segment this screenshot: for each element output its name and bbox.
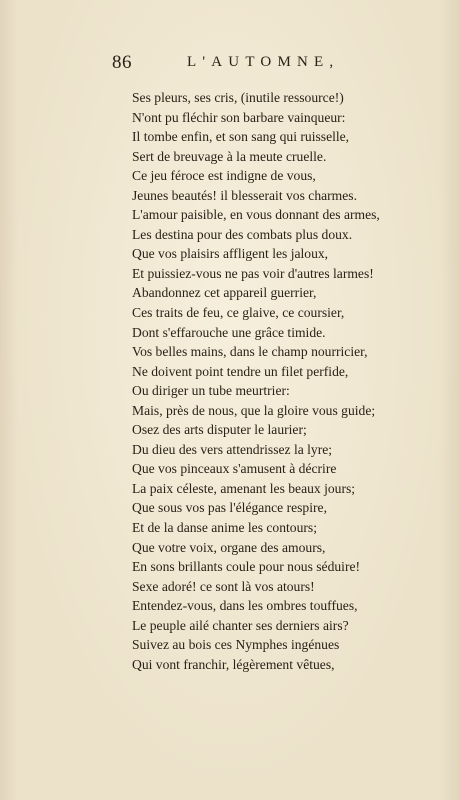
- verse-line: Que votre voix, organe des amours,: [132, 539, 326, 555]
- verse-line: Il tombe enfin, et son sang qui ruisselle,: [132, 129, 350, 145]
- page-header: [112, 52, 412, 78]
- verse-line: L'amour paisible, en vous donnant des armes,: [132, 207, 380, 223]
- verse-line: Mais, près de nous, que la gloire vous guide;: [132, 402, 376, 418]
- verse-line: Entendez-vous, dans les ombres touffues,: [132, 598, 358, 614]
- verse-line: N'ont pu fléchir son barbare vainqueur:: [132, 109, 346, 125]
- verse-line: Jeunes beautés! il blesserait vos charmes.: [132, 187, 357, 203]
- verse-line: Et de la danse anime les contours;: [132, 520, 317, 536]
- verse-line: Ce jeu féroce est indigne de vous,: [132, 168, 316, 184]
- verse-line: Vos belles mains, dans le champ nourricier,: [132, 344, 368, 360]
- running-title: L'AUTOMNE,: [187, 54, 340, 70]
- verse-line: Ces traits de feu, ce glaive, ce coursier,: [132, 305, 345, 321]
- verse-line: Qui vont franchir, légèrement vêtues,: [132, 656, 335, 672]
- verse-line: Le peuple ailé chanter ses derniers airs?: [132, 617, 349, 633]
- poem-text: [132, 88, 452, 674]
- verse-line: Ses pleurs, ses cris, (inutile ressource!): [132, 90, 344, 105]
- verse-line: Et puissiez-vous ne pas voir d'autres larmes!: [132, 265, 374, 281]
- verse-line: En sons brillants coule pour nous séduire!: [132, 559, 361, 575]
- verse-line: Que sous vos pas l'élégance respire,: [132, 500, 327, 516]
- verse-line: Suivez au bois ces Nymphes ingénues: [132, 637, 340, 653]
- verse-line: Que vos pinceaux s'amusent à décrire: [132, 461, 337, 477]
- verse-line: Ne doivent point tendre un filet perfide,: [132, 363, 349, 379]
- verse-line: Sert de breuvage à la meute cruelle.: [132, 148, 327, 164]
- verse-line: Que vos plaisirs affligent les jaloux,: [132, 246, 329, 262]
- verse-line: Abandonnez cet appareil guerrier,: [132, 285, 317, 301]
- verse-line: Ou diriger un tube meurtrier:: [132, 383, 290, 399]
- verse-line: La paix céleste, amenant les beaux jours;: [132, 480, 356, 496]
- verse-line: Les destina pour des combats plus doux.: [132, 226, 353, 242]
- page-number: 86: [112, 52, 132, 73]
- verse-line: Dont s'effarouche une grâce timide.: [132, 324, 326, 340]
- verse-line: Du dieu des vers attendrissez la lyre;: [132, 441, 333, 457]
- verse-line: Osez des arts disputer le laurier;: [132, 422, 307, 438]
- verse-line: Sexe adoré! ce sont là vos atours!: [132, 578, 315, 594]
